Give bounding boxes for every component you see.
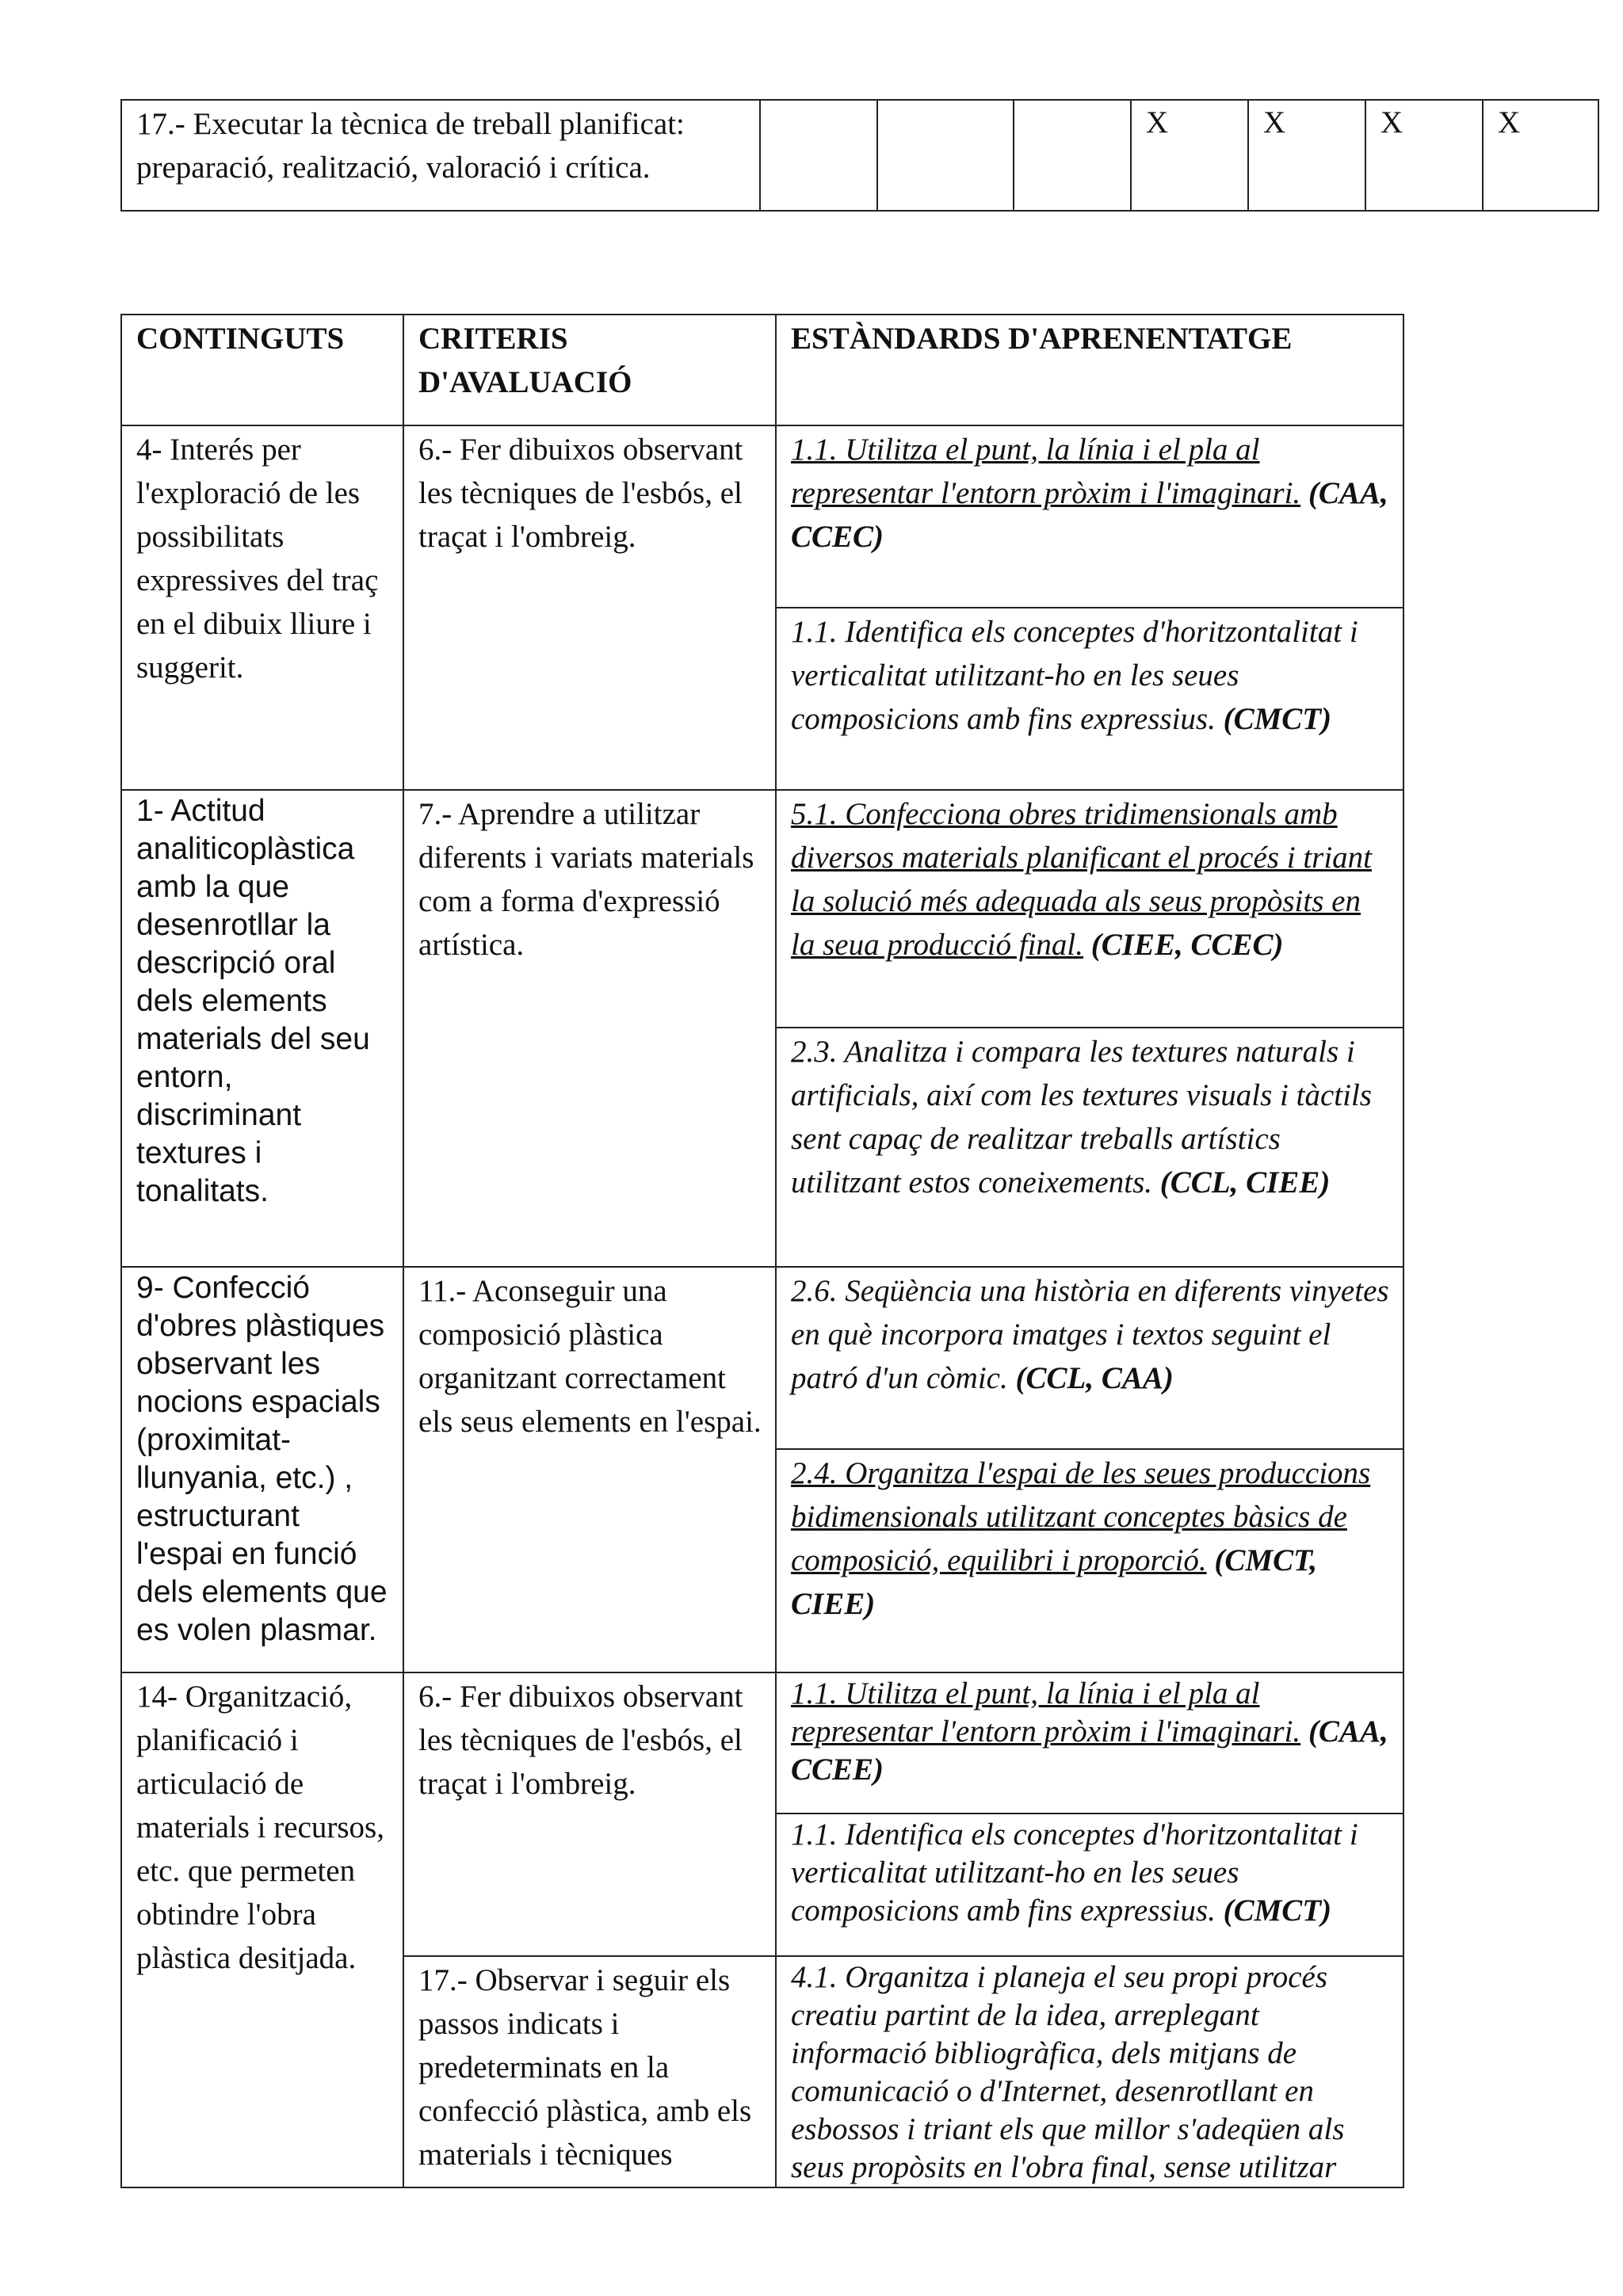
criteri-cell: 11.- Aconseguir una composició plàstica organitzant correctament els seus elements en l'espai. [403, 1267, 776, 1672]
criteri-cell: 17.- Observar i seguir els passos indicats i predeterminats en la confecció plàstica, amb els materials i tècniques [403, 1956, 776, 2187]
standard-cell [776, 1449, 1403, 1672]
mark-cell [760, 100, 877, 211]
competence-codes: (CMCT) [1223, 702, 1332, 736]
table-row [121, 1267, 1403, 1449]
table-row [121, 790, 1403, 1028]
contingut-cell: 14- Organització, planificació i articulació de materials i recursos, etc. que permeten obtindre l'obra plàstica desitjada. [121, 1672, 403, 2187]
standard-text: 2.3. Analitza i compara les textures naturals i artificials, així com les textures visuals i tàctils sent capaç de realitzar treballs artístics utilitzant estos coneixements. [791, 1035, 1372, 1199]
competence-codes: (CCL, CIEE) [1159, 1165, 1331, 1199]
contingut-cell: 1- Actitud analiticoplàstica amb la que desenrotllar la descripció oral dels elements materials del seu entorn, discriminant textures i tonalitats. [121, 790, 403, 1267]
mark-cell: X [1483, 100, 1598, 211]
criteri-cell: 6.- Fer dibuixos observant les tècniques de l'esbós, el traçat i l'ombreig. [403, 425, 776, 790]
criterion-description: 17.- Executar la tècnica de treball planificat: preparació, realització, valoració i crítica. [121, 100, 760, 211]
competence-codes: (CMCT) [1223, 1894, 1332, 1928]
standard-cell [776, 1814, 1403, 1956]
table-row [121, 100, 1598, 211]
header-criteris: CRITERIS D'AVALUACIÓ [403, 315, 776, 425]
contingut-cell: 9- Confecció d'obres plàstiques observant les nocions espacials (proximitat-llunyania, etc.) , estructurant l'espai en funció dels elements que es volen plasmar. [121, 1267, 403, 1672]
evaluation-marks-table [120, 99, 1599, 212]
standard-text: 2.4. Organitza l'espai de les seues produccions bidimensionals utilitzant conceptes bàsics de composició, equilibri i proporció. [791, 1456, 1371, 1577]
mark-cell [1014, 100, 1131, 211]
criteri-cell: 7.- Aprendre a utilitzar diferents i variats materials com a forma d'expressió artística. [403, 790, 776, 1267]
standard-text: 4.1. Organitza i planeja el seu propi procés creatiu partint de la idea, arreplegant informació bibliogràfica, dels mitjans de comunicació o d'Internet, desenrotllant en esbossos i triant els que millor s'adeqüen als seus propòsits en l'obra final, sense utilitzar [791, 1960, 1345, 2184]
standard-text: 1.1. Utilitza el punt, la línia i el pla al representar l'entorn pròxim i l'imaginari. [791, 1676, 1301, 1749]
standard-cell [776, 1267, 1403, 1449]
curriculum-table [120, 314, 1404, 2188]
standard-text: 1.1. Identifica els conceptes d'horitzontalitat i verticalitat utilitzant-ho en les seues composicions amb fins expressius. [791, 1817, 1358, 1928]
standard-text: 1.1. Identifica els conceptes d'horitzontalitat i verticalitat utilitzant-ho en les seues composicions amb fins expressius. [791, 615, 1358, 736]
standard-text: 1.1. Utilitza el punt, la línia i el pla al representar l'entorn pròxim i l'imaginari. [791, 433, 1301, 510]
standard-cell [776, 425, 1403, 608]
competence-codes: (CAA, CCEE) [791, 1714, 1388, 1787]
standard-cell [776, 1028, 1403, 1267]
header-estandards: ESTÀNDARDS D'APRENENTATGE [776, 315, 1403, 425]
mark-cell [877, 100, 1014, 211]
contingut-cell: 4- Interés per l'exploració de les possibilitats expressives del traç en el dibuix lliure i suggerit. [121, 425, 403, 790]
standard-cell [776, 1956, 1403, 2187]
standard-cell [776, 790, 1403, 1028]
criteri-cell: 6.- Fer dibuixos observant les tècniques de l'esbós, el traçat i l'ombreig. [403, 1672, 776, 1956]
competence-codes: (CIEE, CCEC) [1090, 928, 1284, 962]
standard-cell [776, 608, 1403, 790]
mark-cell: X [1248, 100, 1365, 211]
mark-cell: X [1365, 100, 1483, 211]
table-row [121, 1672, 1403, 1814]
header-continguts: CONTINGUTS [121, 315, 403, 425]
competence-codes: (CCL, CAA) [1015, 1361, 1174, 1395]
standard-text: 5.1. Confecciona obres tridimensionals amb diversos materials planificant el procés i triant la solució més adequada als seus propòsits en la seua producció final. [791, 797, 1373, 962]
table-header-row [121, 315, 1403, 425]
standard-cell [776, 1672, 1403, 1814]
competence-codes: (CAA, CCEC) [791, 476, 1388, 554]
table-row [121, 425, 1403, 608]
competence-codes: (CMCT, CIEE) [791, 1543, 1318, 1621]
standard-text: 2.6. Seqüència una història en diferents vinyetes en què incorpora imatges i textos seguint el patró d'un còmic. [791, 1274, 1389, 1395]
mark-cell: X [1131, 100, 1248, 211]
